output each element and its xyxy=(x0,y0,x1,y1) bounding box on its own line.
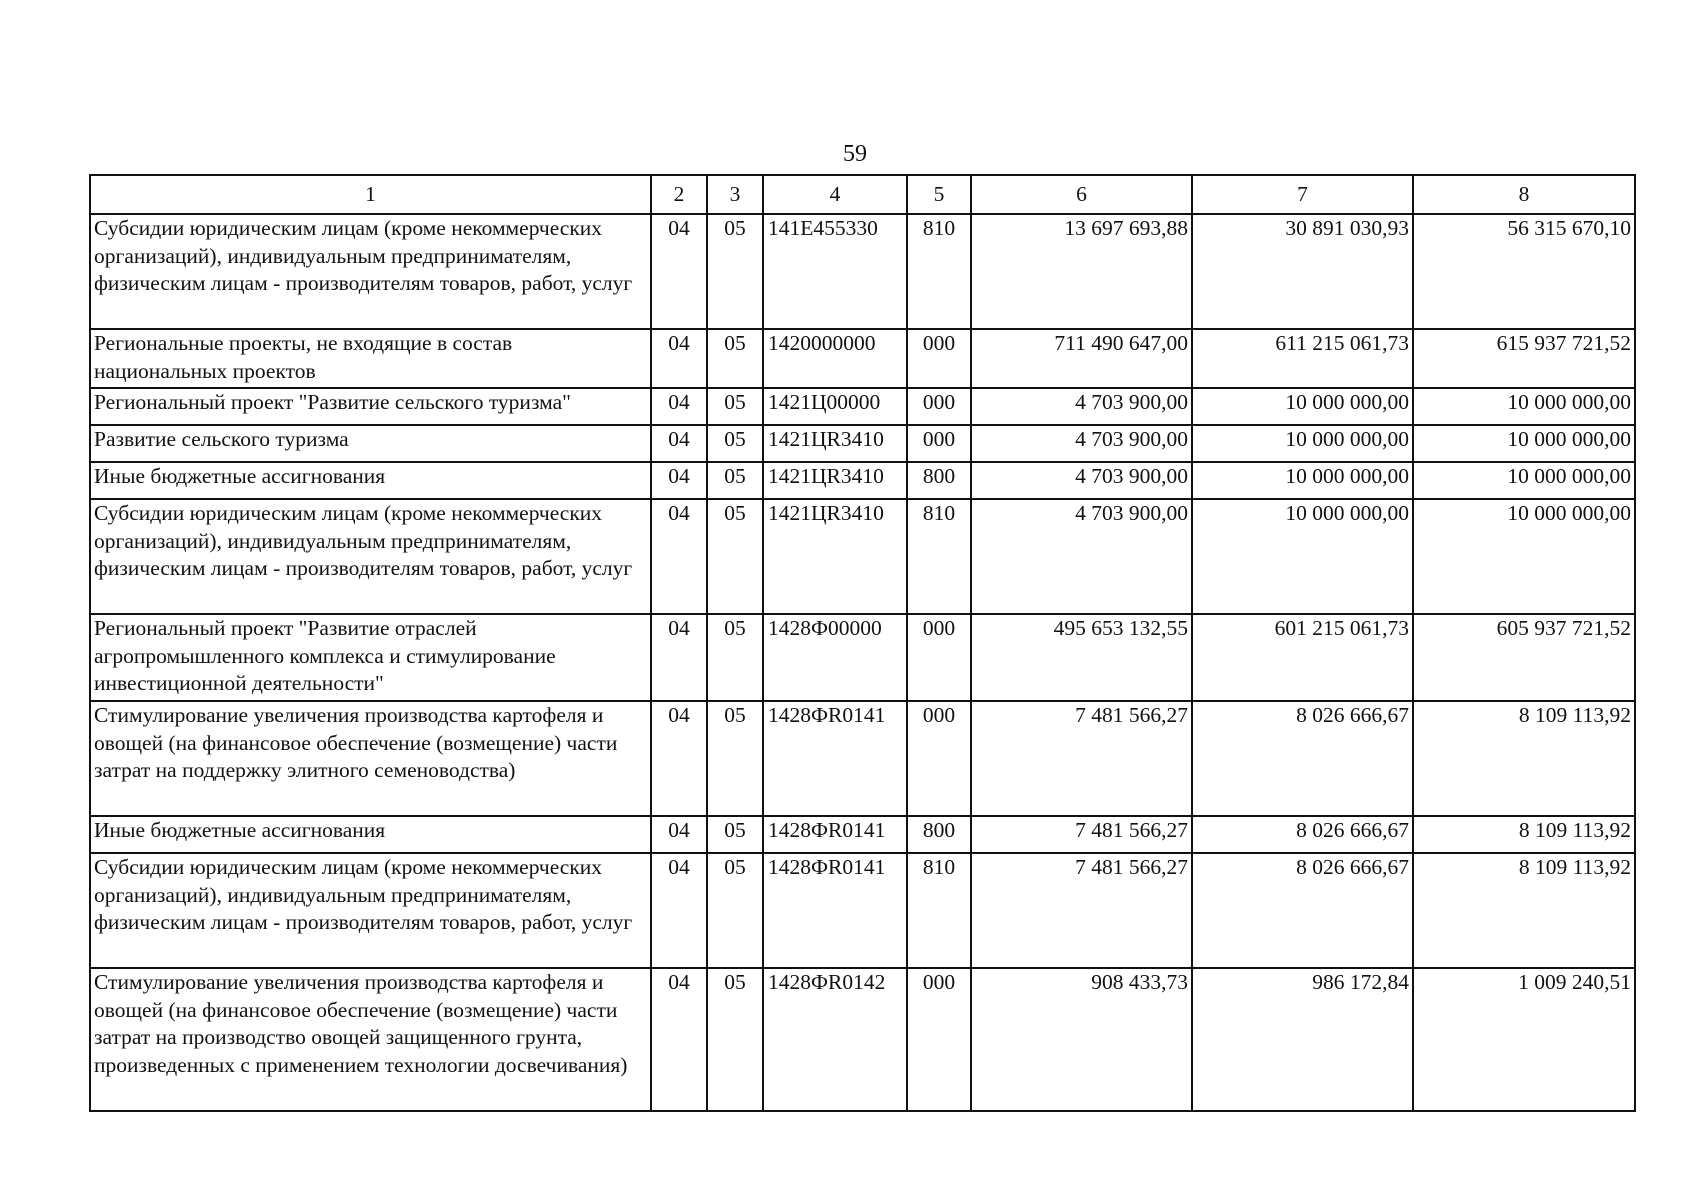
target-article-code: 1428ФR0141 xyxy=(763,701,907,816)
row-name: Иные бюджетные ассигнования xyxy=(90,816,651,853)
subsection-code: 05 xyxy=(707,214,763,329)
section-code: 04 xyxy=(651,499,707,614)
expense-type-code: 000 xyxy=(907,701,971,816)
table-row xyxy=(90,425,1635,462)
row-name: Развитие сельского туризма xyxy=(90,425,651,462)
amount-col6: 7 481 566,27 xyxy=(971,701,1192,816)
target-article-code: 1421ЦR3410 xyxy=(763,499,907,614)
subsection-code: 05 xyxy=(707,329,763,388)
subsection-code: 05 xyxy=(707,614,763,701)
row-name: Иные бюджетные ассигнования xyxy=(90,462,651,499)
amount-col6: 7 481 566,27 xyxy=(971,853,1192,968)
amount-col8: 56 315 670,10 xyxy=(1413,214,1635,329)
amount-col7: 10 000 000,00 xyxy=(1192,462,1413,499)
subsection-code: 05 xyxy=(707,701,763,816)
amount-col7: 10 000 000,00 xyxy=(1192,388,1413,425)
amount-col8: 8 109 113,92 xyxy=(1413,816,1635,853)
expense-type-code: 000 xyxy=(907,425,971,462)
row-name: Региональный проект "Развитие сельского туризма" xyxy=(90,388,651,425)
table-row xyxy=(90,388,1635,425)
column-header: 7 xyxy=(1192,175,1413,214)
row-name: Стимулирование увеличения производства картофеля и овощей (на финансовое обеспечение (возмещение) части затрат на поддержку элитного семеноводства) xyxy=(90,701,651,816)
table-row xyxy=(90,614,1635,701)
budget-table xyxy=(89,174,1636,1112)
subsection-code: 05 xyxy=(707,425,763,462)
amount-col7: 611 215 061,73 xyxy=(1192,329,1413,388)
table-row xyxy=(90,701,1635,816)
amount-col8: 10 000 000,00 xyxy=(1413,462,1635,499)
amount-col7: 10 000 000,00 xyxy=(1192,425,1413,462)
table-row xyxy=(90,214,1635,329)
section-code: 04 xyxy=(651,853,707,968)
table-row xyxy=(90,499,1635,614)
row-name: Региональные проекты, не входящие в состав национальных проектов xyxy=(90,329,651,388)
target-article-code: 141E455330 xyxy=(763,214,907,329)
amount-col6: 7 481 566,27 xyxy=(971,816,1192,853)
expense-type-code: 810 xyxy=(907,499,971,614)
amount-col6: 13 697 693,88 xyxy=(971,214,1192,329)
row-name: Региональный проект "Развитие отраслей агропромышленного комплекса и стимулирование инвестиционной деятельности" xyxy=(90,614,651,701)
target-article-code: 1428ФR0141 xyxy=(763,853,907,968)
amount-col8: 10 000 000,00 xyxy=(1413,425,1635,462)
target-article-code: 1428ФR0142 xyxy=(763,968,907,1111)
amount-col8: 615 937 721,52 xyxy=(1413,329,1635,388)
expense-type-code: 000 xyxy=(907,329,971,388)
table-row xyxy=(90,462,1635,499)
table-row xyxy=(90,968,1635,1111)
table-row xyxy=(90,329,1635,388)
row-name: Стимулирование увеличения производства картофеля и овощей (на финансовое обеспечение (возмещение) части затрат на производство овощей защищенного грунта, произведенных с применением технологии досвечивания) xyxy=(90,968,651,1111)
amount-col6: 4 703 900,00 xyxy=(971,425,1192,462)
amount-col7: 8 026 666,67 xyxy=(1192,701,1413,816)
section-code: 04 xyxy=(651,614,707,701)
section-code: 04 xyxy=(651,701,707,816)
section-code: 04 xyxy=(651,462,707,499)
row-name: Субсидии юридическим лицам (кроме некоммерческих организаций), индивидуальным предпринимателям, физическим лицам - производителям товаров, работ, услуг xyxy=(90,853,651,968)
amount-col8: 8 109 113,92 xyxy=(1413,701,1635,816)
column-header: 8 xyxy=(1413,175,1635,214)
column-header: 6 xyxy=(971,175,1192,214)
amount-col7: 601 215 061,73 xyxy=(1192,614,1413,701)
section-code: 04 xyxy=(651,214,707,329)
page-number: 59 xyxy=(843,141,867,167)
amount-col7: 8 026 666,67 xyxy=(1192,816,1413,853)
section-code: 04 xyxy=(651,968,707,1111)
amount-col6: 4 703 900,00 xyxy=(971,462,1192,499)
expense-type-code: 810 xyxy=(907,214,971,329)
amount-col8: 1 009 240,51 xyxy=(1413,968,1635,1111)
column-header: 1 xyxy=(90,175,651,214)
header-row xyxy=(90,175,1635,214)
section-code: 04 xyxy=(651,816,707,853)
target-article-code: 1420000000 xyxy=(763,329,907,388)
amount-col8: 10 000 000,00 xyxy=(1413,388,1635,425)
amount-col7: 10 000 000,00 xyxy=(1192,499,1413,614)
amount-col6: 4 703 900,00 xyxy=(971,499,1192,614)
amount-col6: 4 703 900,00 xyxy=(971,388,1192,425)
expense-type-code: 000 xyxy=(907,968,971,1111)
section-code: 04 xyxy=(651,425,707,462)
amount-col8: 605 937 721,52 xyxy=(1413,614,1635,701)
target-article-code: 1428Ф00000 xyxy=(763,614,907,701)
amount-col8: 10 000 000,00 xyxy=(1413,499,1635,614)
expense-type-code: 000 xyxy=(907,614,971,701)
expense-type-code: 810 xyxy=(907,853,971,968)
amount-col6: 711 490 647,00 xyxy=(971,329,1192,388)
amount-col6: 908 433,73 xyxy=(971,968,1192,1111)
amount-col7: 8 026 666,67 xyxy=(1192,853,1413,968)
target-article-code: 1421Ц00000 xyxy=(763,388,907,425)
amount-col8: 8 109 113,92 xyxy=(1413,853,1635,968)
amount-col6: 495 653 132,55 xyxy=(971,614,1192,701)
subsection-code: 05 xyxy=(707,968,763,1111)
expense-type-code: 000 xyxy=(907,388,971,425)
table-row xyxy=(90,853,1635,968)
expense-type-code: 800 xyxy=(907,816,971,853)
expense-type-code: 800 xyxy=(907,462,971,499)
column-header: 3 xyxy=(707,175,763,214)
section-code: 04 xyxy=(651,329,707,388)
subsection-code: 05 xyxy=(707,816,763,853)
subsection-code: 05 xyxy=(707,853,763,968)
table-row xyxy=(90,816,1635,853)
row-name: Субсидии юридическим лицам (кроме некоммерческих организаций), индивидуальным предпринимателям, физическим лицам - производителям товаров, работ, услуг xyxy=(90,214,651,329)
section-code: 04 xyxy=(651,388,707,425)
column-header: 4 xyxy=(763,175,907,214)
amount-col7: 986 172,84 xyxy=(1192,968,1413,1111)
row-name: Субсидии юридическим лицам (кроме некоммерческих организаций), индивидуальным предпринимателям, физическим лицам - производителям товаров, работ, услуг xyxy=(90,499,651,614)
target-article-code: 1421ЦR3410 xyxy=(763,462,907,499)
column-header: 2 xyxy=(651,175,707,214)
amount-col7: 30 891 030,93 xyxy=(1192,214,1413,329)
subsection-code: 05 xyxy=(707,462,763,499)
target-article-code: 1421ЦR3410 xyxy=(763,425,907,462)
target-article-code: 1428ФR0141 xyxy=(763,816,907,853)
subsection-code: 05 xyxy=(707,499,763,614)
subsection-code: 05 xyxy=(707,388,763,425)
column-header: 5 xyxy=(907,175,971,214)
